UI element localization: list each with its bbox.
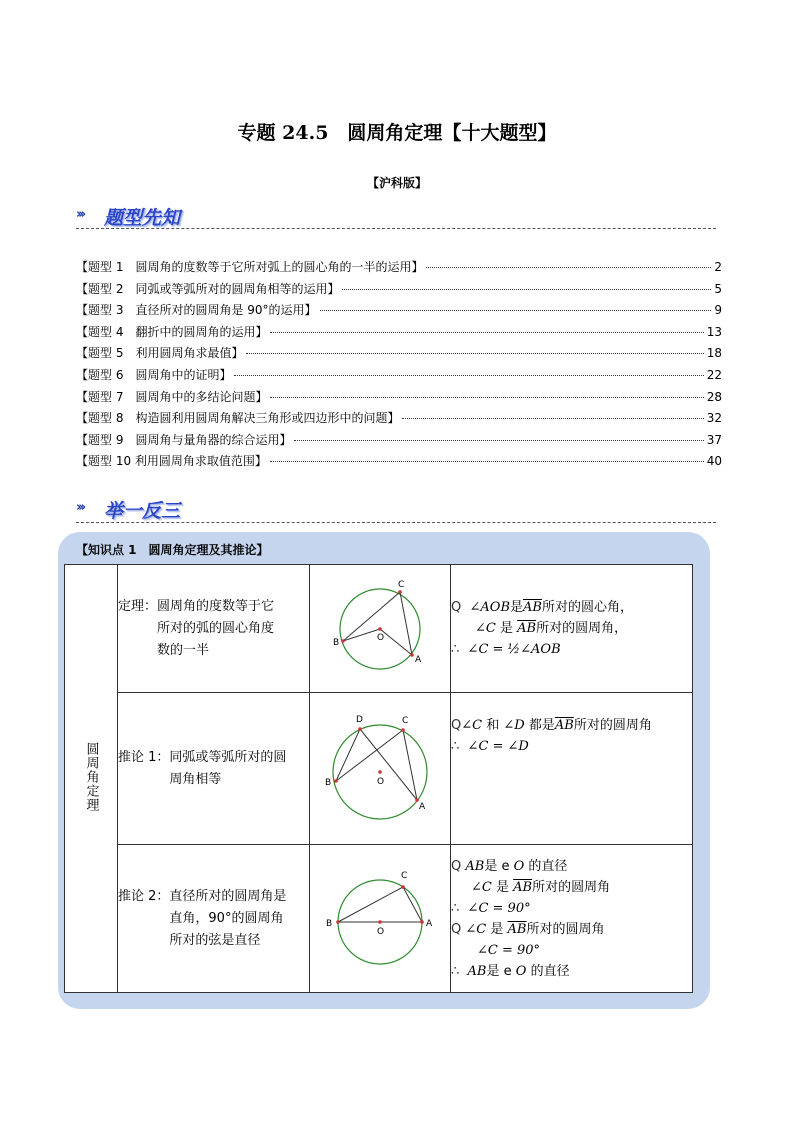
toc-item-label: 【题型 9 圆周角与量角器的综合运用】 <box>76 432 292 447</box>
point-label: O <box>377 776 385 787</box>
point-label: C <box>401 870 408 881</box>
toc-item-label: 【题型 1 圆周角的度数等于它所对弧上的圆心角的一半的运用】 <box>76 260 424 274</box>
row-label: 定理： <box>118 598 158 614</box>
toc-item[interactable] <box>76 366 722 388</box>
point-label: O <box>377 926 385 937</box>
toc-item-label: 【题型 7 圆周角中的多结论问题】 <box>76 389 268 404</box>
math-cell: Q ∠AOB是$\overline{AB}$所对的圆心角， ∠C 是 $\overline{AB}$所对的圆周角， ∴ ∠C = ½∠AOB <box>451 565 693 693</box>
toc-leader <box>320 309 712 311</box>
toc-item-label: 【题型 6 圆周角中的证明】 <box>76 367 232 382</box>
toc-leader <box>270 460 704 462</box>
toc-item[interactable] <box>76 323 722 345</box>
row-text: 同弧或等弧所对的圆周角相等 <box>169 749 287 787</box>
toc-item[interactable] <box>76 280 722 302</box>
math-cell: Q∠C 和 ∠D 都是$\overline{AB}$所对的圆周角 ∴ ∠C = ∠D <box>451 693 693 845</box>
triple-arrow-icon: ››› <box>76 207 84 222</box>
table-of-contents <box>76 258 722 474</box>
toc-leader <box>270 396 703 398</box>
toc-item[interactable] <box>76 388 722 410</box>
toc-page-number: 2 <box>714 260 722 274</box>
toc-item-label: 【题型 10 利用圆周角求取值范围】 <box>76 454 267 469</box>
point-label: A <box>426 918 433 929</box>
toc-item[interactable] <box>76 409 722 431</box>
edition-label: 【沪科版】 <box>366 176 427 190</box>
page-title: 专题 24.5 圆周角定理【十大题型】 <box>237 122 557 144</box>
toc-item-label: 【题型 3 直径所对的圆周角是 90°的运用】 <box>76 303 317 318</box>
point-label: O <box>377 632 385 643</box>
toc-item-label: 【题型 4 翻折中的圆周角的运用】 <box>76 324 268 339</box>
category-label: 圆周角定理 <box>83 741 99 812</box>
toc-item[interactable] <box>76 301 722 323</box>
toc-item[interactable] <box>76 344 722 366</box>
table-row <box>65 565 693 693</box>
toc-page-number: 5 <box>714 281 722 296</box>
desc-cell <box>118 565 310 693</box>
toc-page-number: 13 <box>706 324 722 339</box>
table-row <box>65 693 693 845</box>
toc-item[interactable] <box>76 452 722 474</box>
toc-leader <box>426 266 711 268</box>
toc-page-number: 40 <box>706 454 722 469</box>
toc-leader <box>246 352 703 354</box>
triple-arrow-icon: ››› <box>76 500 84 515</box>
toc-page-number: 28 <box>706 389 722 404</box>
toc-item[interactable] <box>76 258 722 280</box>
theorem-table <box>64 564 693 993</box>
toc-page-number: 22 <box>706 367 722 382</box>
point-label: A <box>415 654 422 665</box>
point-label: A <box>419 801 426 812</box>
toc-leader <box>294 439 703 441</box>
row-text: 直径所对的圆周角是直角，90°的圆周角所对的弦是直径 <box>169 888 287 948</box>
math-cell: Q AB是 e O 的直径 ∠C 是 $\overline{AB}$所对的圆周角 ∴ ∠C = 90° Q ∠C 是 $\overline{AB}$所对的圆周角 ∠C = 90° ∴ AB是 e O 的直径 <box>451 845 693 993</box>
figure-cell <box>310 845 451 993</box>
table-row <box>65 845 693 993</box>
toc-leader <box>342 288 711 290</box>
section-divider <box>76 228 716 229</box>
category-cell <box>65 565 118 993</box>
corollary1-diagram <box>318 709 442 829</box>
toc-page-number: 9 <box>714 303 722 318</box>
desc-cell <box>118 693 310 845</box>
toc-page-number: 18 <box>706 346 722 361</box>
toc-item-label: 【题型 8 构造圆利用圆周角解决三角形或四边形中的问题】 <box>76 411 400 426</box>
section-label: 题型先知 <box>104 207 181 229</box>
figure-cell <box>310 565 451 693</box>
toc-item-label: 【题型 5 利用圆周角求最值】 <box>76 346 244 361</box>
section-label: 举一反三 <box>104 500 181 522</box>
toc-page-number: 37 <box>706 432 722 447</box>
point-label: B <box>325 777 332 788</box>
point-label: B <box>326 918 333 929</box>
desc-cell <box>118 845 310 993</box>
corollary2-diagram <box>318 864 442 974</box>
toc-item[interactable] <box>76 431 722 453</box>
toc-item-label: 【题型 2 同弧或等弧所对的圆周角相等的运用】 <box>76 281 340 296</box>
toc-leader <box>270 331 703 333</box>
row-label: 推论 1： <box>118 749 170 765</box>
toc-page-number: 32 <box>706 411 722 426</box>
row-label: 推论 2： <box>118 888 170 904</box>
figure-cell <box>310 693 451 845</box>
theorem-diagram <box>320 574 440 684</box>
point-label: B <box>333 637 340 648</box>
toc-leader <box>234 374 703 376</box>
point-label: D <box>356 714 363 725</box>
row-text: 圆周角的度数等于它所对的弧的圆心角度数的一半 <box>157 598 275 658</box>
point-label: C <box>402 715 409 726</box>
section-divider <box>76 522 716 523</box>
toc-leader <box>402 417 703 419</box>
knowledge-title: 【知识点 1 圆周角定理及其推论】 <box>76 543 269 557</box>
point-label: C <box>398 579 405 590</box>
